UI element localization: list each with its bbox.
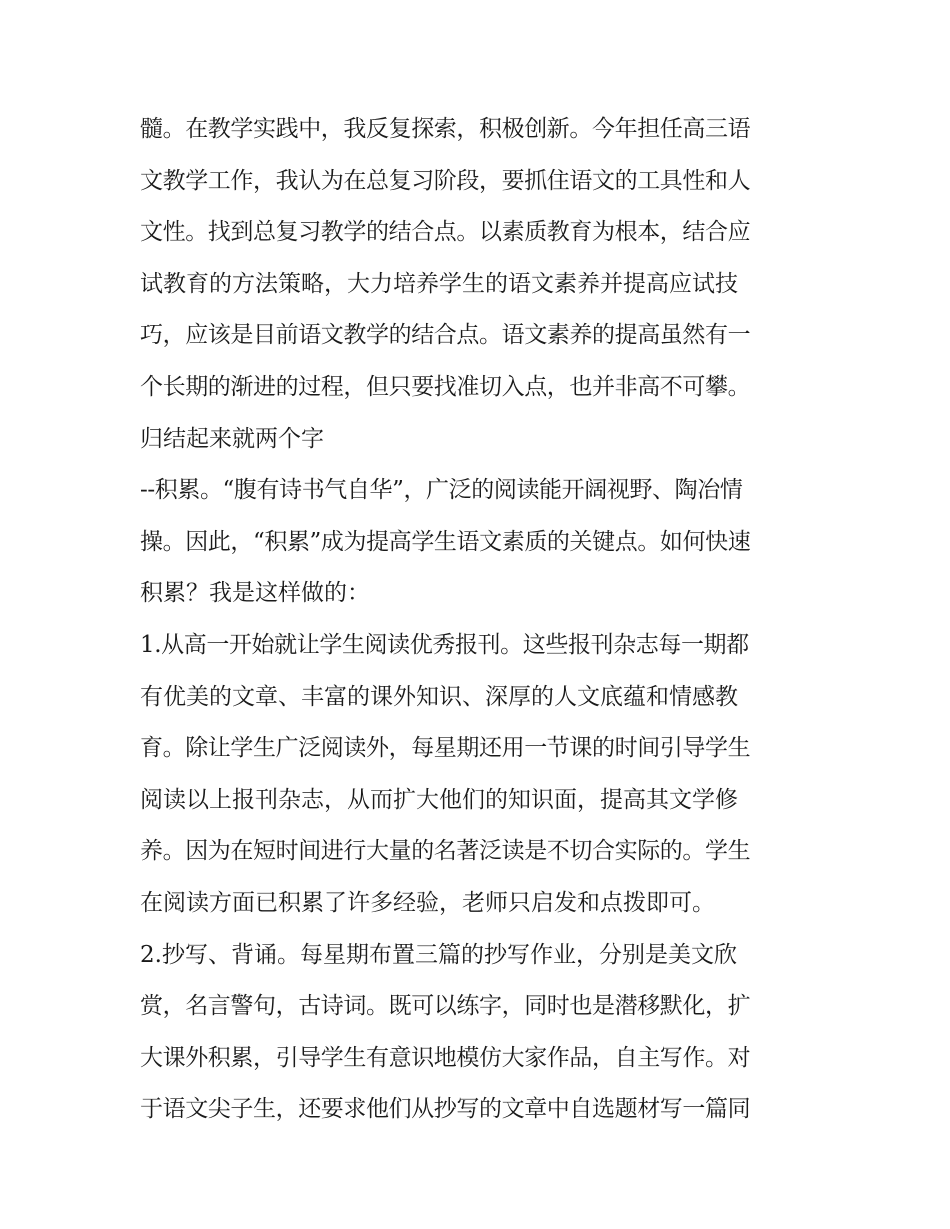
- list-item-1-line: 1.从高一开始就让学生阅读优秀报刊。这些报刊杂志每一期都: [140, 631, 749, 658]
- text-line: 阅读以上报刊杂志，从而扩大他们的知识面，提高其文学修: [140, 786, 738, 813]
- text-line: 赏，名言警句，古诗词。既可以练字，同时也是潜移默化，扩: [140, 993, 751, 1020]
- text-line: 试教育的方法策略，大力培养学生的语文素养并提高应试技: [140, 270, 738, 297]
- text-line: 养。因为在短时间进行大量的名著泛读是不切合实际的。学生: [140, 838, 751, 865]
- text-line: 操。因此，“积累”成为提高学生语文素质的关键点。如何快速: [140, 528, 751, 555]
- text-line: 积累？我是这样做的：: [140, 580, 370, 607]
- text-line: 育。除让学生广泛阅读外，每星期还用一节课的时间引导学生: [140, 735, 751, 762]
- text-line: 文教学工作，我认为在总复习阶段，要抓住语文的工具性和人: [140, 167, 751, 194]
- text-line: --积累。“腹有诗书气自华”，广泛的阅读能开阔视野、陶冶情: [140, 477, 743, 504]
- text-line: 巧，应该是目前语文教学的结合点。语文素养的提高虽然有一: [140, 322, 751, 349]
- text-line: 大课外积累，引导学生有意识地模仿大家作品，自主写作。对: [140, 1044, 751, 1071]
- text-line: 归结起来就两个字: [140, 425, 324, 452]
- text-line: 于语文尖子生，还要求他们从抄写的文章中自选题材写一篇同: [140, 1096, 751, 1123]
- text-line: 髓。在教学实践中，我反复探索，积极创新。今年担任高三语: [140, 116, 751, 142]
- text-line: 在阅读方面已积累了许多经验，老师只启发和点拨即可。: [140, 889, 715, 916]
- body-text: [140, 104, 830, 1136]
- text-line: 文性。找到总复习教学的结合点。以素质教育为根本，结合应: [140, 219, 751, 246]
- text-line: 有优美的文章、丰富的课外知识、深厚的人文底蕴和情感教: [140, 683, 738, 710]
- list-item-2-line: 2.抄写、背诵。每星期布置三篇的抄写作业，分别是美文欣: [140, 941, 737, 968]
- text-line: 个长期的渐进的过程，但只要找准切入点，也并非高不可攀。: [140, 373, 751, 400]
